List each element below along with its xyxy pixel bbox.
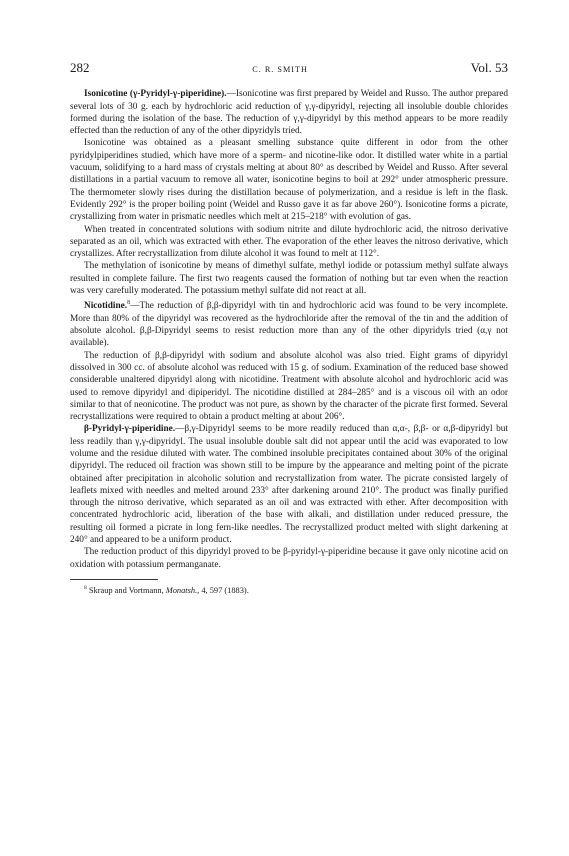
- paragraph-beta-pyridyl-gamma-piperidine: [70, 423, 508, 546]
- paragraph-isonicotine-intro: [70, 88, 508, 137]
- paragraph-reduction-product: [70, 546, 508, 571]
- paragraph-isonicotine-properties: [70, 137, 508, 223]
- footnote: [70, 583, 508, 596]
- running-head-author: C. R. SMITH: [252, 65, 308, 74]
- journal-page: [70, 62, 508, 596]
- paragraph-methylation: [70, 260, 508, 297]
- running-header: [70, 62, 508, 76]
- section-heading-isonicotine-formula: (γ-Pyridyl-γ-piperidine).: [127, 89, 227, 100]
- paragraph-text: The methylation of isonicotine by means of dimethyl sulfate, methyl iodide or potassium methyl sulfate always resulted in complete failure. The first two reagents caused the formation of nothing but tar even when the reaction was very carefully moderated. The potassium methyl sulfate did not react at all.: [70, 261, 508, 297]
- section-heading-nicotidine: Nicotidine.: [84, 301, 128, 312]
- paragraph-text: —Isonicotine was first prepared by Weidel and Russo. The author prepared several lots of 30 g. each by hydrochloric acid reduction of γ,γ-dipyridyl, rejecting all insoluble double chlorides formed during the isolation of the base. The reduction of γ,γ-dipyridyl by this method appears to be more readily effected than the reduction of any of the other dipyridyls tried.: [70, 89, 509, 137]
- paragraph-nicotidine: [70, 297, 508, 349]
- section-heading-beta-pyridyl: β-Pyridyl-γ-piperidine.: [84, 424, 176, 435]
- footnote-citation: , 4, 597 (1883).: [197, 585, 249, 595]
- paragraph-nicotidine-sodium: [70, 350, 508, 424]
- paragraph-text: —β,γ-Dipyridyl seems to be more readily reduced than α,α-, β,β- or α,β-dipyridyl but less readily than γ,γ-dipyridyl. The usual insoluble double salt did not appear until the acid was evaporated to low volume and the residue diluted with water. The combined insoluble precipitates contained about 30% of the original dipyridyl. The reduced oil fraction was shown still to be impure by the appearance and melting point of the picrate obtained after precipitation in alcoholic solution and recrystallization from water. The picrate consisted largely of leaflets mixed with needles and melted around 233° after darkening around 210°. The product was finally purified through the nitroso derivative, which separated as an oil and was extracted with ether. After decomposition with concentrated hydrochloric acid, liberation of the base with alkali, and distillation under reduced pressure, the resulting oil formed a picrate in long fern-like needles. The recrystallized product melted with slight darkening at 240° and appeared to be a uniform product.: [70, 424, 508, 546]
- paragraph-text: When treated in concentrated solutions with sodium nitrite and dilute hydrochloric acid, the nitroso derivative separated as an oil, which was extracted with ether. The evaporation of the ether leaves the nitroso derivative, which crystallizes. After recrystallization from dilute alcohol it was found to melt at 112°.: [70, 224, 508, 260]
- footnote-reference: 8: [127, 300, 131, 307]
- paragraph-nitroso-derivative: [70, 224, 508, 261]
- section-heading-isonicotine: Isonicotine: [84, 89, 128, 100]
- page-number: 282: [70, 60, 90, 75]
- volume-label: Vol. 53: [470, 60, 508, 75]
- footnote-authors: Skraup and Vortmann,: [86, 585, 166, 595]
- footnote-marker: 8: [84, 584, 87, 591]
- paragraph-text: The reduction product of this dipyridyl proved to be β-pyridyl-γ-piperidine because it gave only nicotine acid on oxidation with potassium permanganate.: [70, 547, 508, 570]
- footnote-journal: Monatsh.: [165, 585, 198, 595]
- paragraph-text: Isonicotine was obtained as a pleasant smelling substance quite different in odor from the other pyridylpiperidines studied, which have more of a sperm- and nicotine-like odor. It distilled water white in a partial vacuum, solidifying to a hard mass of crystals melting at about 80° as described by Weidel and Russo. After several distillations in a partial vacuum to remove all water, isonicotine begins to boil at 292° under atmospheric pressure. The thermometer slowly rises during the distillation because of polymerization, and a residue is left in the flask. Evidently 292° is the proper boiling point (Weidel and Russo gave it as far above 260°). Isonicotine forms a picrate, crystallizing from water in prismatic needles which melt at 215–218° with evolution of gas.: [70, 138, 508, 223]
- footnote-divider: [70, 579, 158, 580]
- paragraph-text: —The reduction of β,β-dipyridyl with tin and hydrochloric acid was found to be very incomplete. More than 80% of the dipyridyl was recovered as the hydrochloride after the removal of the tin and the addition of absolute alcohol. β,β-Dipyridyl seems to resist reduction more than any of the other dipyridyls tried (α,γ not available).: [70, 301, 508, 349]
- paragraph-text: The reduction of β,β-dipyridyl with sodium and absolute alcohol was also tried. Eight grams of dipyridyl dissolved in 300 cc. of absolute alcohol was reduced with 15 g. of sodium. Examination of the reduced base showed considerable unaltered dipyridyl along with nicotidine. Treatment with absolute alcohol and hydrochloric acid was used to remove dipyridyl and dipiperidyl. The nicotidine distilled at 284–285° and is a viscous oil with an odor similar to that of neonicotine. The product was not pure, as shown by the character of the picrate first formed. Several recrystallizations were required to obtain a product melting at about 206°.: [70, 350, 508, 423]
